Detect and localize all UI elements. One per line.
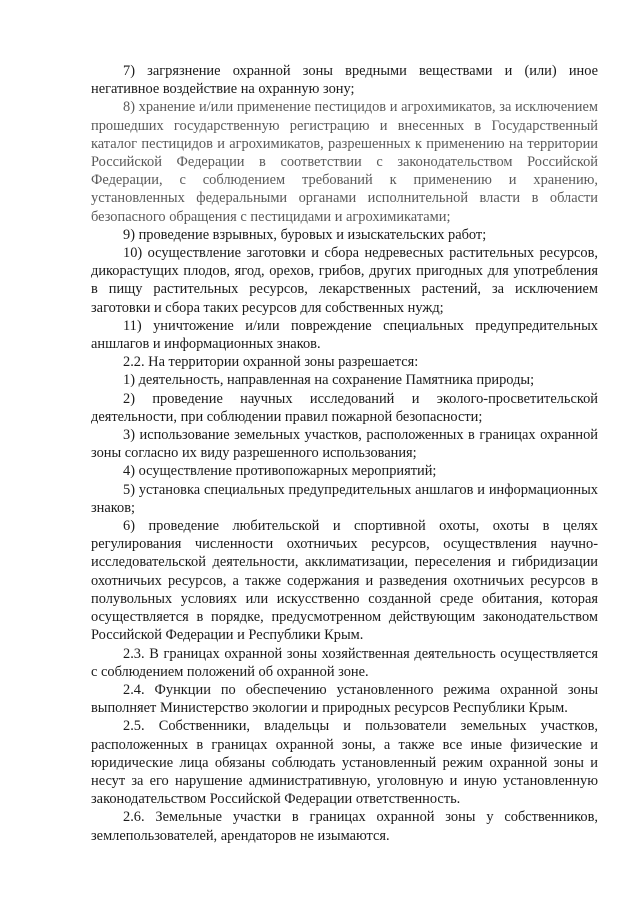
paragraph-allowed-2: 2) проведение научных исследований и эколого-просветительской деятельности, при соблюдении правил пожарной безопасности; [91, 390, 598, 425]
paragraph-allowed-4: 4) осуществление противопожарных мероприятий; [123, 463, 437, 480]
paragraph-item-7: 7) загрязнение охранной зоны вредными веществами и (или) иное негативное воздействие на охранную зону; [91, 63, 598, 98]
section-2-2-heading: 2.2. На территории охранной зоны разрешается: [123, 354, 419, 371]
paragraph-item-8: 8) хранение и/или применение пестицидов и агрохимикатов, за исключением прошедших государственную регистрацию и внесенных в Государственный каталог пестицидов и агрохимикатов, разрешенных к применению на территории Российской Федерации в соответствии с законодательством Российской Федерации, с соблюдением требований к применению и хранению, установленных федеральными органами исполнительной власти в области безопасного обращения с пестицидами и агрохимикатами; [91, 99, 598, 225]
section-2-5: 2.5. Собственники, владельцы и пользователи земельных участков, расположенных в границах охранной зоны, а также все иные физические и юридические лица обязаны соблюдать установленный режим охранной зоны и несут за его нарушение административную, уголовную и иную установленную законодательством Российской Федерации ответственность. [91, 718, 598, 808]
section-2-6: 2.6. Земельные участки в границах охранной зоны у собственников, землепользователей, арендаторов не изымаются. [91, 809, 598, 844]
section-2-3: 2.3. В границах охранной зоны хозяйственная деятельность осуществляется с соблюдением положений об охранной зоне. [91, 645, 598, 680]
paragraph-allowed-1: 1) деятельность, направленная на сохранение Памятника природы; [123, 372, 535, 389]
paragraph-item-11: 11) уничтожение и/или повреждение специальных предупредительных аншлагов и информационных знаков. [91, 317, 598, 353]
document-page [91, 62, 598, 845]
paragraph-allowed-5: 5) установка специальных предупредительных аншлагов и информационных знаков; [91, 481, 598, 516]
section-2-4: 2.4. Функции по обеспечению установленного режима охранной зоны выполняет Министерство экологии и природных ресурсов Республики Крым. [91, 681, 598, 717]
paragraph-item-9: 9) проведение взрывных, буровых и изыскательских работ; [123, 226, 487, 243]
paragraph-allowed-3: 3) использование земельных участков, расположенных в границах охранной зоны согласно их виду разрешенного использования; [91, 427, 598, 462]
paragraph-item-10: 10) осуществление заготовки и сбора недревесных растительных ресурсов, дикорастущих плодов, ягод, орехов, грибов, других пригодных для употребления в пищу растительных ресурсов, лекарственных растений, за исключением заготовки и сбора таких ресурсов для собственных нужд; [91, 245, 598, 316]
paragraph-allowed-6: 6) проведение любительской и спортивной охоты, охоты в целях регулирования численности охотничьих ресурсов, осуществления научно-исследовательской деятельности, акклиматизации, переселения и гибридизации охотничьих ресурсов, а также содержания и разведения охотничьих ресурсов в полувольных условиях или искусственно созданной среде обитания, которая осуществляется в порядке, предусмотренном действующим законодательством Российской Федерации и Республики Крым. [91, 518, 598, 644]
